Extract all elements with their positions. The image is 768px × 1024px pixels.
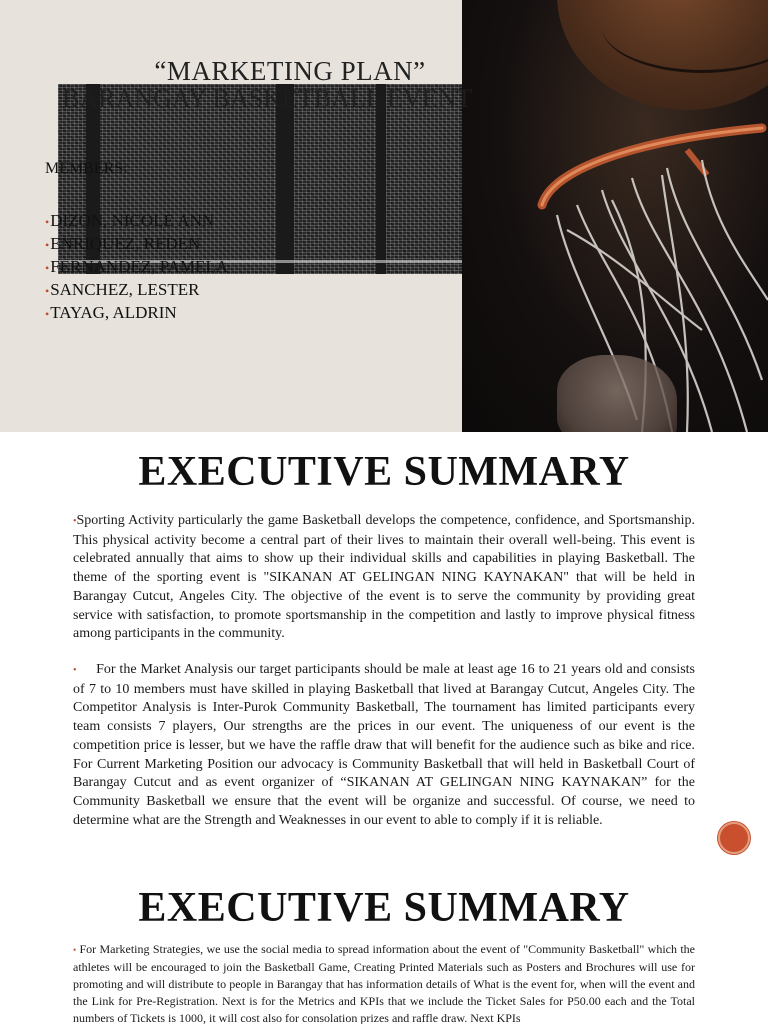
member-item bbox=[45, 256, 228, 279]
bullet-icon: • bbox=[45, 261, 50, 275]
slide-subtitle: BARANGAY BASKETBALL EVENT bbox=[62, 84, 473, 113]
member-name: FERNANDEZ, PAMELA bbox=[50, 257, 229, 276]
slide-heading: EXECUTIVE SUMMARY bbox=[138, 449, 630, 495]
summary-paragraph: • For the Market Analysis our target participants should be male at least age 16 to 21 years old and consists of 7 to 10 members must have skilled in playing Basketball that lived at Barangay Cutcut, Angeles City. The Competitor Analysis is Inter-Purok Community Basketball, The tournament has limited participants every team consists 7 players, Our strengths are the prices in our event. The uniqueness of our event is the competition price is lesser, but we have the raffle draw that will benefit for the audience such as bike and rice. For Current Marketing Position our advocacy is Community Basketball that will held in Basketball Court of Barangay Cutcut and as event organizer of “SIKANAN AT GELINGAN NING KAYNAKAN” for the Community Basketball we ensure that the event will be organize and successful. Of course, we need to determine what are the Strength and Weaknesses in our event to able to comply if it is reliable. bbox=[73, 662, 695, 828]
bullet-icon: • bbox=[45, 307, 50, 321]
bullet-icon: • bbox=[73, 665, 77, 676]
member-item bbox=[45, 279, 228, 302]
bullet-icon: • bbox=[73, 516, 77, 527]
summary-paragraph: • For Marketing Strategies, we use the social media to spread information about the event of "Community Basketball" which the athletes will be encouraged to join the Basketball Game, Creating Printed Materials such as Posters and Brochures will use for promoting and will distribute to people in Barangay that has information details of What is the event for, when will the event and the Link for Pre-Registration. Next is for the Metrics and KPIs that we include the Ticket Sales for P50.00 each and the Total numbers of Tickets is 1000, it will cost also for consolation prizes and raffle draw. Next KPIs bbox=[73, 942, 695, 1024]
member-name: SANCHEZ, LESTER bbox=[50, 280, 200, 299]
bullet-icon: • bbox=[45, 284, 50, 298]
bullet-icon: • bbox=[45, 215, 50, 229]
summary-paragraph: •Sporting Activity particularly the game Basketball develops the competence, confidence, and Sportsmanship. This physical activity become a central part of their lives to maintain their overall well-being. This event is celebrated annually that aims to show up their individual skills and capabilities in playing Basketball. The theme of the sporting event is "SIKANAN AT GELINGAN NING KAYNAKAN" that will be held in Barangay Cutcut, Angeles City. The objective of the event is to serve the community by providing great service with satisfaction, to promote sportsmanship in the competition and lastly to improve physical fitness among participants in the community. bbox=[73, 513, 695, 642]
member-item bbox=[45, 210, 228, 233]
member-name: TAYAG, ALDRIN bbox=[50, 303, 177, 322]
title-slide bbox=[0, 0, 768, 432]
slide-title: “MARKETING PLAN” bbox=[154, 56, 426, 86]
member-item bbox=[45, 233, 228, 256]
next-slide-button[interactable] bbox=[718, 822, 750, 854]
members-list bbox=[45, 210, 228, 325]
executive-summary-slide-1 bbox=[0, 432, 768, 864]
bullet-icon: • bbox=[45, 238, 50, 252]
bullet-icon: • bbox=[73, 945, 77, 955]
members-label: MEMBERS: bbox=[45, 160, 128, 177]
executive-summary-slide-2 bbox=[0, 864, 768, 1024]
member-item bbox=[45, 302, 228, 325]
member-name: DIZON, NICOLE ANN bbox=[50, 211, 215, 230]
member-name: ENRIQUEZ, REDEN bbox=[50, 234, 201, 253]
slide-heading: EXECUTIVE SUMMARY bbox=[138, 885, 630, 931]
